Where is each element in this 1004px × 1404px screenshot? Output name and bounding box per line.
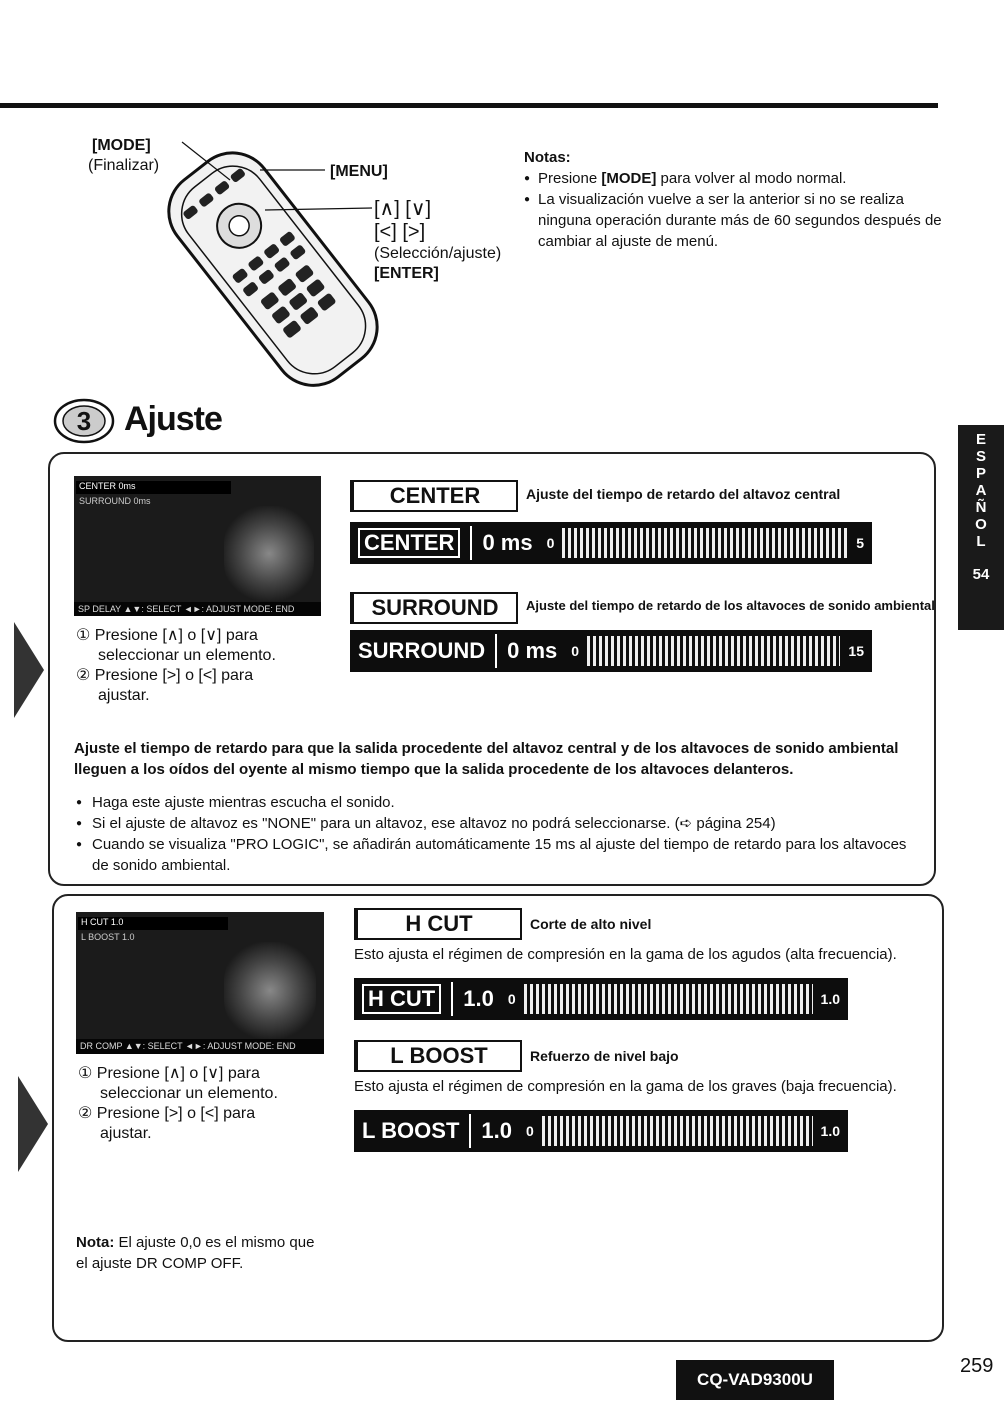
- drcomp-screen-image: H CUT 1.0 L BOOST 1.0 DR COMP ▲▼: SELECT ◄►: ADJUST MODE: END: [76, 912, 324, 1054]
- remote-mode-label: [MODE]: [92, 137, 151, 154]
- seat-illustration: [224, 942, 316, 1039]
- drcomp-instructions: ① Presione [∧] o [∨] para seleccionar un elemento. ② Presione [>] o [<] para ajustar.: [78, 1065, 278, 1142]
- delay-bullet-3: ● Cuando se visualiza "PRO LOGIC", se añadirán automáticamente 15 ms al ajuste del tiempo de retardo para los altavoces de sonido ambiental.: [76, 834, 916, 876]
- remote-menu-label: [MENU]: [330, 163, 388, 180]
- remote-arrows-sub: (Selección/ajuste): [374, 245, 502, 262]
- hcut-text: Esto ajusta el régimen de compresión en la gama de los agudos (alta frecuencia).: [354, 946, 897, 963]
- section1-pointer: [14, 622, 44, 718]
- delay-heading: Ajuste el tiempo de retardo para que la salida procedente del altavoz central y de los altavoces de sonido ambiental lleguen a los oídos del oyente al mismo tiempo que la salida procedente de los altavoces delanteros.: [74, 740, 899, 778]
- delay-bullets: [76, 792, 916, 876]
- hcut-desc: Corte de alto nivel: [530, 916, 652, 932]
- lboost-label: L BOOST: [354, 1040, 522, 1072]
- remote-mode-sub: (Finalizar): [88, 157, 160, 174]
- lboost-display: L BOOST 1.0 0 1.0: [354, 1110, 848, 1152]
- notes-block: [524, 147, 944, 252]
- page-number: 259: [960, 1355, 994, 1377]
- surround-desc: Ajuste del tiempo de retardo de los altavoces de sonido ambiental: [526, 598, 935, 613]
- center-display: CENTER 0 ms 0 5: [350, 522, 872, 564]
- remote-arrows-line1: [∧] [∨]: [374, 198, 432, 220]
- model-badge: CQ-VAD9300U: [676, 1360, 834, 1400]
- lboost-desc: Refuerzo de nivel bajo: [530, 1048, 679, 1064]
- hcut-label: H CUT: [354, 908, 522, 940]
- step-number-badge-icon: [52, 397, 116, 445]
- top-rule: [0, 103, 938, 108]
- seat-illustration: [224, 506, 314, 601]
- center-label: CENTER: [350, 480, 518, 512]
- remote-enter-label: [ENTER]: [374, 265, 439, 282]
- svg-text:3: 3: [76, 406, 92, 436]
- side-tab-number: 54: [972, 566, 990, 583]
- notes-item-2: ● La visualización vuelve a ser la anterior si no se realiza ninguna operación durante más de 60 segundos después de cambiar al ajuste de menú.: [524, 189, 944, 252]
- delay-instructions: ① Presione [∧] o [∨] para seleccionar un elemento. ② Presione [>] o [<] para ajustar.: [76, 627, 276, 704]
- notes-item-1: ● Presione [MODE] para volver al modo normal.: [524, 168, 944, 189]
- delay-bullet-2: ● Si el ajuste de altavoz es "NONE" para un altavoz, ese altavoz no podrá seleccionarse. (➪ página 254): [76, 813, 916, 834]
- lboost-text: Esto ajusta el régimen de compresión en la gama de los graves (baja frecuencia).: [354, 1078, 897, 1095]
- surround-label: SURROUND: [350, 592, 518, 624]
- remote-arrows-line2: [<] [>]: [374, 221, 426, 243]
- step-title: Ajuste: [124, 400, 222, 438]
- surround-display: SURROUND 0 ms 0 15: [350, 630, 872, 672]
- hcut-display: H CUT 1.0 0 1.0: [354, 978, 848, 1020]
- section2-pointer: [18, 1076, 48, 1172]
- delay-bullet-1: ● Haga este ajuste mientras escucha el sonido.: [76, 792, 916, 813]
- language-side-tab: E S P A Ñ O L 54: [958, 425, 1004, 630]
- delay-screen-image: CENTER 0ms SURROUND 0ms SP DELAY ▲▼: SELECT ◄►: ADJUST MODE: END: [74, 476, 321, 616]
- notes-title: Notas:: [524, 149, 571, 166]
- drcomp-nota: Nota: El ajuste 0,0 es el mismo que el ajuste DR COMP OFF.: [76, 1234, 315, 1272]
- center-desc: Ajuste del tiempo de retardo del altavoz central: [526, 486, 841, 502]
